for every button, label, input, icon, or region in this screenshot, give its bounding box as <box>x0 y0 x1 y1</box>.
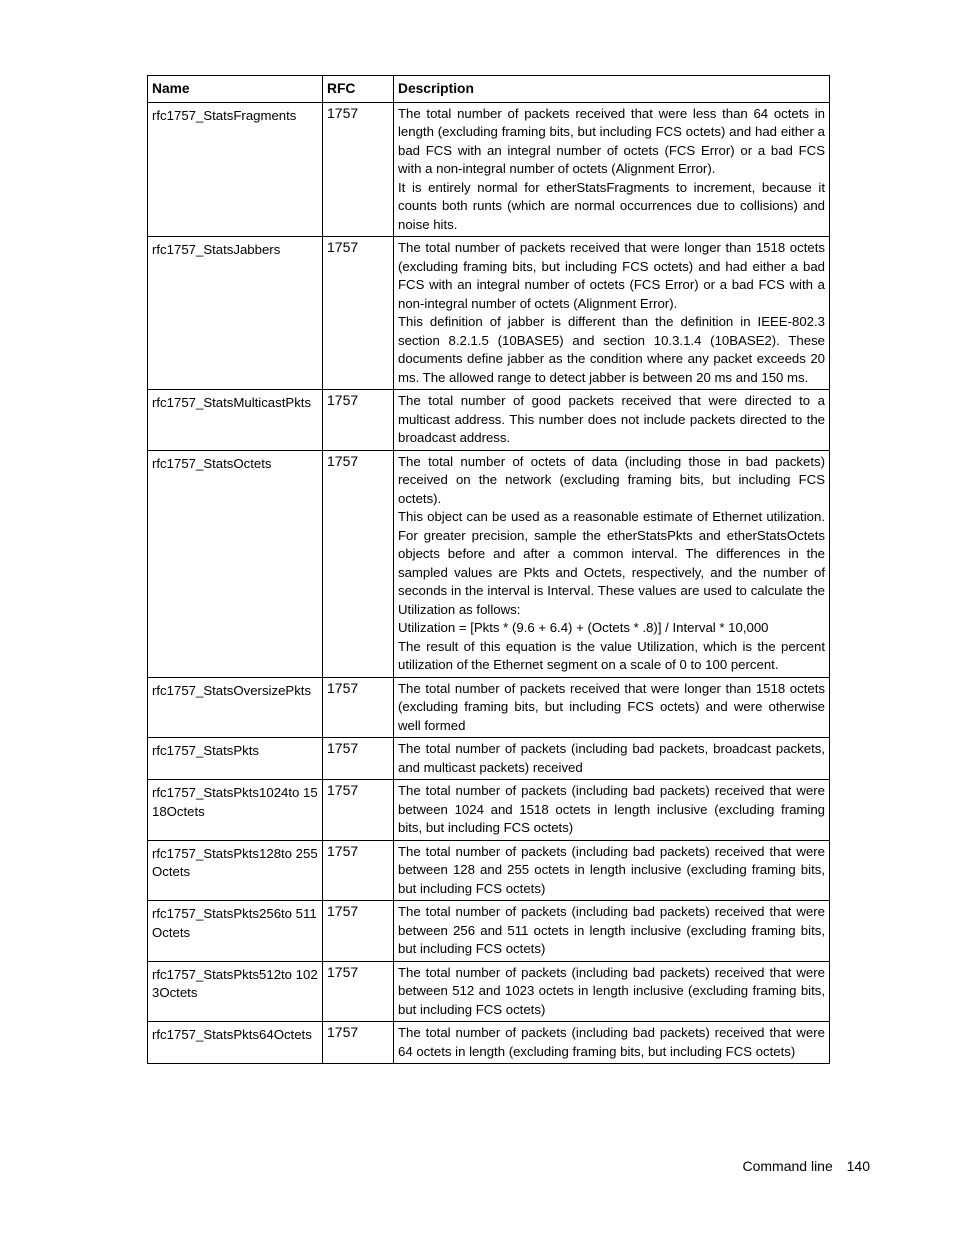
description-paragraph: The total number of packets (including bad packets) received that were between 128 and 255 octets in length inclusive (excluding framing bits, but including FCS octets) <box>398 843 825 896</box>
row-description-cell <box>394 390 830 451</box>
row-name-cell: rfc1757_StatsPkts128to 255Octets <box>148 840 323 901</box>
row-description-cell <box>394 237 830 390</box>
header-rfc: RFC <box>323 76 394 103</box>
footer-section-title: Command line <box>742 1158 833 1174</box>
row-rfc-cell: 1757 <box>323 738 394 780</box>
description-paragraph: The total number of good packets received that were directed to a multicast address. This number does not include packets directed to the broadcast address. <box>398 393 825 445</box>
row-rfc-cell: 1757 <box>323 102 394 237</box>
description-paragraph: This object can be used as a reasonable estimate of Ethernet utilization. For greater precision, sample the etherStatsPkts and etherStatsOctets objects before and after a common interval. The differences in the sampled values are Pkts and Octets, respectively, and the number of seconds in the interval is Interval. These values are used to calculate the Utilization as follows: <box>398 509 825 617</box>
page-number: 140 <box>846 1158 870 1174</box>
description-paragraph: The total number of packets (including bad packets) received that were between 1024 and 1518 octets in length inclusive (excluding framing bits, but including FCS octets) <box>398 783 825 835</box>
page-footer <box>742 1158 870 1174</box>
header-name: Name <box>148 76 323 103</box>
description-paragraph: The result of this equation is the value Utilization, which is the percent utilization of the Ethernet segment on a scale of 0 to 100 percent. <box>398 638 825 672</box>
table-row <box>148 1022 830 1064</box>
description-paragraph: This definition of jabber is different than the definition in IEEE-802.3 section 8.2.1.5 (10BASE5) and section 10.3.1.4 (10BASE2). These documents define jabber as the condition where any packet exceeds 20 ms. The allowed range to detect jabber is between 20 ms and 150 ms. <box>398 314 825 385</box>
row-name-cell: rfc1757_StatsPkts <box>148 738 323 780</box>
table-row <box>148 677 830 738</box>
row-description-cell <box>394 840 830 901</box>
table-row <box>148 840 830 901</box>
row-rfc-cell: 1757 <box>323 840 394 901</box>
row-description-cell <box>394 961 830 1022</box>
table-row <box>148 901 830 962</box>
table-row <box>148 780 830 841</box>
row-rfc-cell: 1757 <box>323 390 394 451</box>
row-name-cell: rfc1757_StatsFragments <box>148 102 323 237</box>
row-name-cell: rfc1757_StatsMulticastPkts <box>148 390 323 451</box>
row-description-cell <box>394 780 830 841</box>
table-row <box>148 390 830 451</box>
description-paragraph: The total number of packets received that were longer than 1518 octets (excluding framing bits, but including FCS octets) and had either a bad FCS with an integral number of octets (FCS Error) or a bad FCS with a non-integral number of octets (Alignment Error). <box>398 240 825 311</box>
table-header-row <box>148 76 830 103</box>
row-rfc-cell: 1757 <box>323 450 394 677</box>
mib-objects-table <box>147 75 830 1064</box>
table-body <box>148 102 830 1064</box>
row-description-cell <box>394 1022 830 1064</box>
description-paragraph: The total number of packets (including bad packets) received that were 64 octets in length (excluding framing bits, but including FCS octets) <box>398 1025 825 1059</box>
row-rfc-cell: 1757 <box>323 237 394 390</box>
row-name-cell: rfc1757_StatsOctets <box>148 450 323 677</box>
description-paragraph: The total number of packets received that were longer than 1518 octets (excluding framing bits, but including FCS octets) and were otherwise well formed <box>398 680 825 733</box>
row-description-cell <box>394 102 830 237</box>
table-row <box>148 237 830 390</box>
description-paragraph: Utilization = [Pkts * (9.6 + 6.4) + (Octets * .8)] / Interval * 10,000 <box>398 620 769 635</box>
table-row <box>148 961 830 1022</box>
row-rfc-cell: 1757 <box>323 1022 394 1064</box>
row-rfc-cell: 1757 <box>323 677 394 738</box>
description-paragraph: The total number of packets received that were less than 64 octets in length (excluding framing bits, but including FCS octets) and had either a bad FCS with an integral number of octets (FCS Error) or a bad FCS with a non-integral number of octets (Alignment Error). <box>398 105 825 176</box>
header-description: Description <box>394 76 830 103</box>
row-name-cell: rfc1757_StatsPkts64Octets <box>148 1022 323 1064</box>
row-description-cell <box>394 450 830 677</box>
description-paragraph: The total number of packets (including bad packets, broadcast packets, and multicast packets) received <box>398 741 825 775</box>
row-rfc-cell: 1757 <box>323 961 394 1022</box>
row-name-cell: rfc1757_StatsPkts1024to 1518Octets <box>148 780 323 841</box>
description-paragraph: The total number of packets (including bad packets) received that were between 512 and 1023 octets in length inclusive (excluding framing bits, but including FCS octets) <box>398 964 825 1017</box>
row-name-cell: rfc1757_StatsPkts512to 1023Octets <box>148 961 323 1022</box>
table-row <box>148 102 830 237</box>
description-paragraph: It is entirely normal for etherStatsFragments to increment, because it counts both runts (which are normal occurrences due to collisions) and noise hits. <box>398 179 825 232</box>
row-name-cell: rfc1757_StatsPkts256to 511Octets <box>148 901 323 962</box>
row-description-cell <box>394 738 830 780</box>
table-row <box>148 738 830 780</box>
row-description-cell <box>394 677 830 738</box>
row-description-cell <box>394 901 830 962</box>
row-name-cell: rfc1757_StatsOversizePkts <box>148 677 323 738</box>
row-rfc-cell: 1757 <box>323 901 394 962</box>
row-name-cell: rfc1757_StatsJabbers <box>148 237 323 390</box>
description-paragraph: The total number of packets (including bad packets) received that were between 256 and 511 octets in length inclusive (excluding framing bits, but including FCS octets) <box>398 904 825 956</box>
table-row <box>148 450 830 677</box>
row-rfc-cell: 1757 <box>323 780 394 841</box>
description-paragraph: The total number of octets of data (including those in bad packets) received on the network (excluding framing bits, but including FCS octets). <box>398 453 825 506</box>
